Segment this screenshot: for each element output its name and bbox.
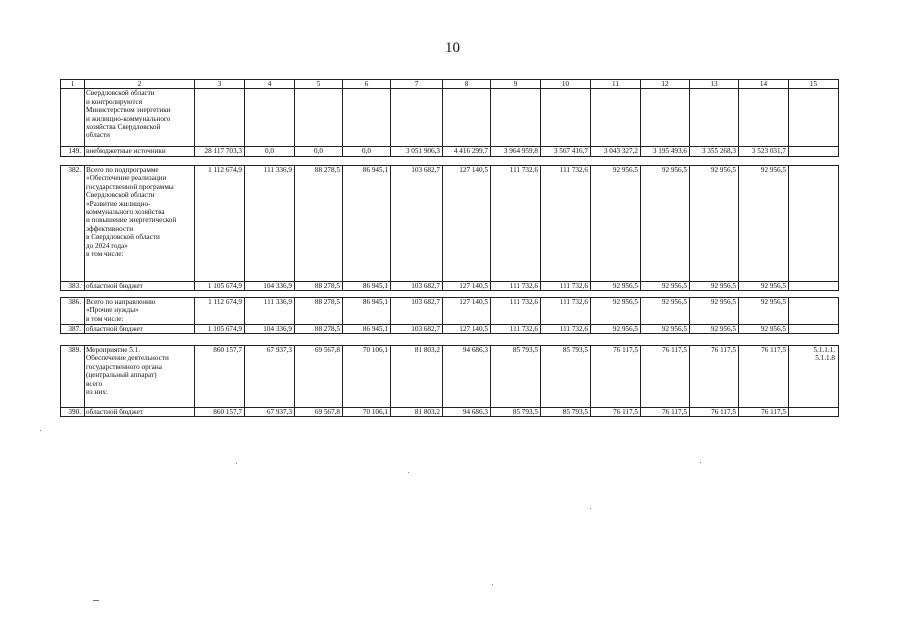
table-row — [61, 325, 839, 334]
value-cell: 86 945,1 — [343, 166, 391, 282]
value-cell: 92 956,5 — [739, 325, 789, 334]
value-cell: 111 336,9 — [245, 298, 295, 325]
row-number: 149. — [61, 147, 85, 156]
table-block-1 — [60, 79, 839, 157]
table-row — [61, 166, 839, 282]
row-label: Свердловской области и контролируются Министерством энергетики и жилищно-коммунального хозяйства Свердловской области — [85, 89, 195, 147]
row-number: 383. — [61, 282, 85, 291]
scan-speck — [93, 600, 99, 601]
value-cell: 94 686,3 — [443, 408, 491, 417]
value-cell: 111 732,6 — [491, 298, 541, 325]
value-cell: 3 523 031,7 — [739, 147, 789, 156]
value-cell: 1 105 674,9 — [195, 325, 245, 334]
value-cell: 1 112 674,9 — [195, 166, 245, 282]
value-cell — [789, 282, 839, 291]
value-cell: 0,0 — [295, 147, 343, 156]
page-number: 10 — [445, 40, 460, 56]
row-number — [61, 89, 85, 147]
row-label: Мероприятие 5.1. Обеспечение деятельности государственного органа (центральный аппарат) всего из них: — [85, 346, 195, 408]
scan-speck — [700, 462, 701, 463]
value-cell: 860 157,7 — [195, 408, 245, 417]
value-cell: 88 278,5 — [295, 298, 343, 325]
value-cell — [789, 298, 839, 325]
row-number: 390. — [61, 408, 85, 417]
value-cell: 111 732,6 — [541, 166, 591, 282]
table-row — [61, 346, 839, 408]
row-number: 387. — [61, 325, 85, 334]
value-cell: 92 956,5 — [690, 166, 739, 282]
header-cell: 11 — [591, 80, 641, 89]
value-cell: 0,0 — [343, 147, 391, 156]
table-row — [61, 408, 839, 417]
value-cell: 92 956,5 — [591, 298, 641, 325]
header-cell: 7 — [391, 80, 443, 89]
value-cell: 28 117 703,3 — [195, 147, 245, 156]
scan-speck — [492, 584, 493, 585]
value-cell: 92 956,5 — [739, 298, 789, 325]
value-cell: 92 956,5 — [690, 282, 739, 291]
value-cell: 111 732,6 — [491, 282, 541, 291]
value-cell — [789, 166, 839, 282]
value-cell: 76 117,5 — [591, 346, 641, 408]
value-cell: 86 945,1 — [343, 282, 391, 291]
header-cell: 4 — [245, 80, 295, 89]
row-label: областной бюджет — [85, 325, 195, 334]
scan-speck — [408, 472, 409, 473]
value-cell: 76 117,5 — [690, 408, 739, 417]
value-cell: 70 106,1 — [343, 408, 391, 417]
value-cell: 86 945,1 — [343, 298, 391, 325]
row-label: Всего по подпрограмме «Обеспечение реализации государственной программы Свердловской области «Развитие жилищно- коммунального хозяйства и повышение энергетической эффективности в Свердловской области до 2024 года» в том числе: — [85, 166, 195, 282]
row-number: 389. — [61, 346, 85, 408]
value-cell: 92 956,5 — [591, 166, 641, 282]
value-cell: 85 793,5 — [541, 346, 591, 408]
value-cell: 127 140,5 — [443, 166, 491, 282]
row-label: областной бюджет — [85, 408, 195, 417]
value-cell: 3 043 327,2 — [591, 147, 641, 156]
target-indicator-cell: 5.1.1.1, 5.1.1.8 — [789, 346, 839, 408]
header-cell: 9 — [491, 80, 541, 89]
value-cell: 88 278,5 — [295, 282, 343, 291]
value-cell: 85 793,5 — [541, 408, 591, 417]
value-cell: 111 732,6 — [491, 325, 541, 334]
value-cell: 92 956,5 — [690, 325, 739, 334]
value-cell — [789, 325, 839, 334]
header-cell: 15 — [789, 80, 839, 89]
value-cell: 1 105 674,9 — [195, 282, 245, 291]
value-cell: 76 117,5 — [641, 408, 690, 417]
header-cell: 6 — [343, 80, 391, 89]
value-cell: 3 051 906,3 — [391, 147, 443, 156]
row-number: 382. — [61, 166, 85, 282]
value-cell: 67 937,3 — [245, 346, 295, 408]
header-cell: 5 — [295, 80, 343, 89]
table-block-4 — [60, 345, 839, 417]
value-cell: 86 945,1 — [343, 325, 391, 334]
value-cell: 3 195 493,6 — [641, 147, 690, 156]
value-cell: 0,0 — [245, 147, 295, 156]
row-number: 386. — [61, 298, 85, 325]
value-cell: 1 112 674,9 — [195, 298, 245, 325]
value-cell: 92 956,5 — [641, 325, 690, 334]
value-cell: 127 140,5 — [443, 325, 491, 334]
header-cell: 2 — [85, 80, 195, 89]
header-cell: 3 — [195, 80, 245, 89]
value-cell: 103 682,7 — [391, 282, 443, 291]
header-cell: 1 — [61, 80, 85, 89]
value-cell: 92 956,5 — [641, 282, 690, 291]
value-cell: 88 278,5 — [295, 325, 343, 334]
table-row — [61, 298, 839, 325]
value-cell: 92 956,5 — [591, 325, 641, 334]
scan-speck — [236, 463, 237, 464]
value-cell: 67 937,3 — [245, 408, 295, 417]
value-cell: 3 355 268,3 — [690, 147, 739, 156]
header-cell: 13 — [690, 80, 739, 89]
value-cell: 92 956,5 — [641, 166, 690, 282]
value-cell: 76 117,5 — [739, 408, 789, 417]
header-cell: 10 — [541, 80, 591, 89]
row-label: внебюджетные источники — [85, 147, 195, 156]
value-cell: 92 956,5 — [739, 166, 789, 282]
value-cell: 103 682,7 — [391, 298, 443, 325]
scan-speck — [590, 508, 591, 509]
value-cell: 111 336,9 — [245, 166, 295, 282]
table-row — [61, 147, 839, 156]
value-cell: 81 803,2 — [391, 346, 443, 408]
value-cell: 127 140,5 — [443, 282, 491, 291]
value-cell: 127 140,5 — [443, 298, 491, 325]
row-label: Всего по направлению «Прочие нужды» в том числе: — [85, 298, 195, 325]
value-cell: 92 956,5 — [739, 282, 789, 291]
value-cell: 76 117,5 — [641, 346, 690, 408]
value-cell: 94 686,3 — [443, 346, 491, 408]
scan-speck — [40, 430, 41, 431]
value-cell: 85 793,5 — [491, 346, 541, 408]
value-cell: 69 567,8 — [295, 346, 343, 408]
value-cell: 3 567 416,7 — [541, 147, 591, 156]
header-cell: 14 — [739, 80, 789, 89]
value-cell: 111 732,6 — [541, 298, 591, 325]
table-block-2 — [60, 165, 839, 291]
row-label: областной бюджет — [85, 282, 195, 291]
header-row — [61, 80, 839, 89]
value-cell: 88 278,5 — [295, 166, 343, 282]
table-row — [61, 89, 839, 147]
value-cell: 111 732,6 — [541, 282, 591, 291]
value-cell: 69 567,8 — [295, 408, 343, 417]
value-cell: 76 117,5 — [591, 408, 641, 417]
value-cell — [789, 408, 839, 417]
header-cell: 12 — [641, 80, 690, 89]
value-cell: 3 964 959,8 — [491, 147, 541, 156]
value-cell: 104 336,9 — [245, 325, 295, 334]
value-cell: 111 732,6 — [491, 166, 541, 282]
value-cell: 111 732,6 — [541, 325, 591, 334]
value-cell: 103 682,7 — [391, 166, 443, 282]
value-cell: 860 157,7 — [195, 346, 245, 408]
value-cell: 4 416 299,7 — [443, 147, 491, 156]
value-cell: 103 682,7 — [391, 325, 443, 334]
value-cell: 85 793,5 — [491, 408, 541, 417]
value-cell: 92 956,5 — [690, 298, 739, 325]
value-cell: 70 106,1 — [343, 346, 391, 408]
value-cell — [789, 147, 839, 156]
header-cell: 8 — [443, 80, 491, 89]
value-cell: 92 956,5 — [641, 298, 690, 325]
table-block-3 — [60, 297, 839, 334]
table-row — [61, 282, 839, 291]
value-cell: 104 336,9 — [245, 282, 295, 291]
value-cell: 81 803,2 — [391, 408, 443, 417]
value-cell: 76 117,5 — [739, 346, 789, 408]
value-cell: 76 117,5 — [690, 346, 739, 408]
value-cell: 92 956,5 — [591, 282, 641, 291]
